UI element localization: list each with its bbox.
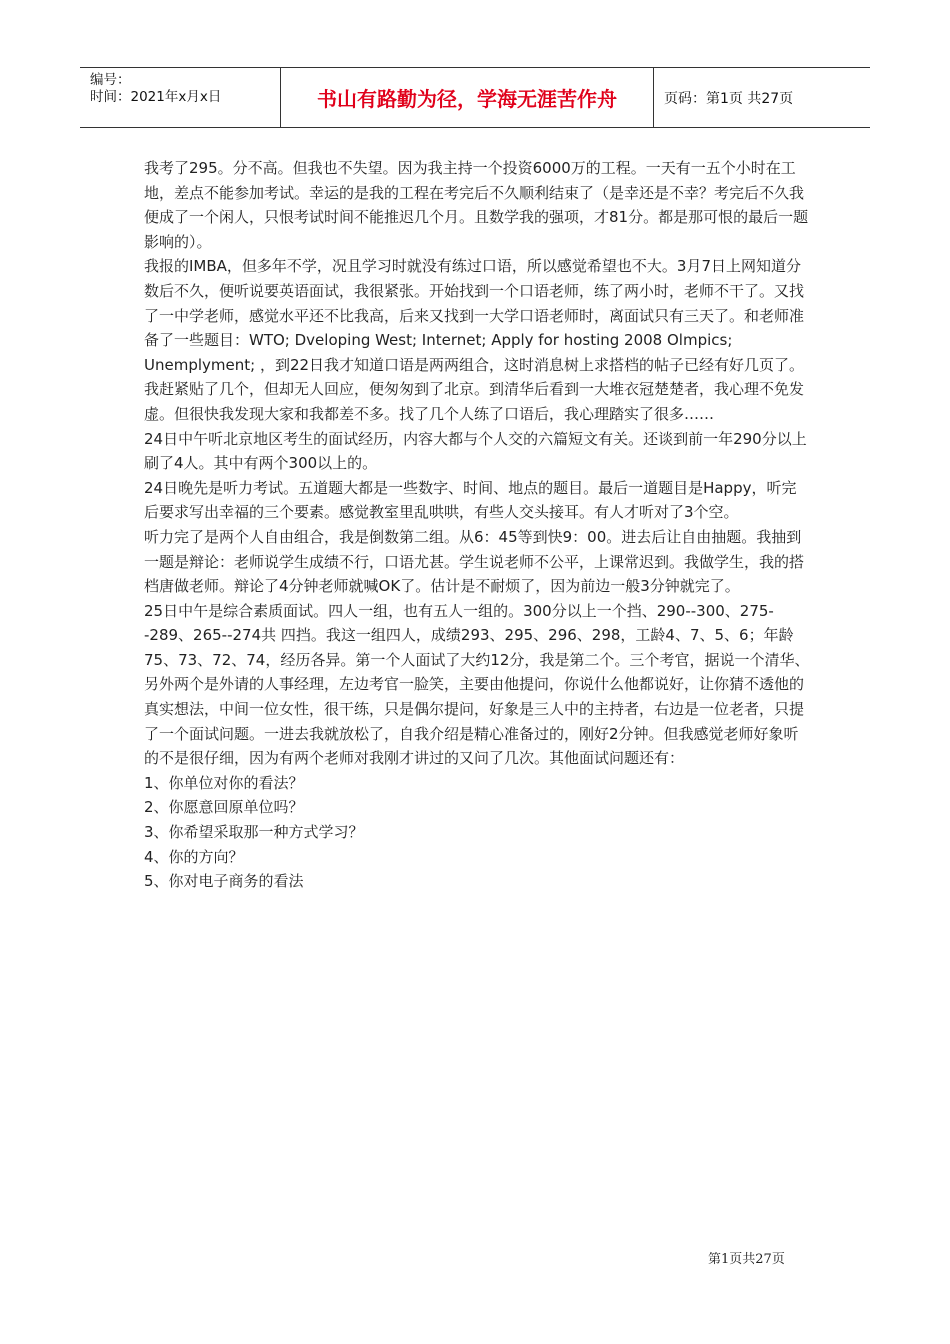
page-header xyxy=(80,67,870,128)
list-item: 1、你单位对你的看法？ xyxy=(144,773,304,792)
paragraph: 24日中午听北京地区考生的面试经历，内容大都与个人交的六篇短文有关。还谈到前一年290分以上刷了4人。其中有两个300以上的。 xyxy=(144,429,807,473)
document-number-label: 编号： xyxy=(90,72,131,88)
list-item: 3、你希望采取那一种方式学习？ xyxy=(144,823,364,842)
page-footer: 第1页共27页 xyxy=(708,1252,785,1267)
header-meta xyxy=(80,68,281,127)
paragraph: 我报的IMBA，但多年不学，况且学习时就没有练过口语，所以感觉希望也不大。3月7日上网知道分数后不久，便听说要英语面试，我很紧张。开始找到一个口语老师，练了两小时，老师不干了。又找了一中学老师，感觉水平还不比我高，后来又找到一大学口语老师时，离面试只有三天了。和老师准备了一些题目：WTO; Dveloping West; Internet; Apply for hosting 2008 Olmpics; Unemplyment; ，到22日我才知道口语是两两组合，这时消息树上求搭档的帖子已经有好几页了。我赶紧贴了几个，但却无人回应，便匆匆到了北京。到清华后看到一大堆衣冠楚楚者，我心理不免发虚。但很快我发现大家和我都差不多。找了几个人练了口语后，我心理踏实了很多…… xyxy=(144,257,805,423)
document-body xyxy=(144,156,810,894)
header-page-info: 页码：第1页 共27页 xyxy=(664,90,794,107)
list-item: 4、你的方向？ xyxy=(144,847,244,866)
document-date: 时间：2021年x月x日 xyxy=(90,89,222,105)
paragraph: 我考了295。分不高。但我也不失望。因为我主持一个投资6000万的工程。一天有一五个小时在工地，差点不能参加考试。幸运的是我的工程在考完后不久顺利结束了（是幸还是不幸？考完后不久我便成了一个闲人，只恨考试时间不能推迟几个月。且数学我的强项，才81分。都是那可恨的最后一题影响的）。 xyxy=(144,159,809,251)
paragraph: 25日中午是综合素质面试。四人一组，也有五人一组的。300分以上一个挡、290--300、275--289、265--274共 四挡。我这一组四人，成绩293、295、296、298，工龄4、7、5、6；年龄75、73、72、74，经历各异。第一个人面试了大约12分，我是第二个。三个考官，据说一个清华、另外两个是外请的人事经理，左边考官一脸笑，主要由他提问，你说什么他都说好，让你猜不透他的真实想法，中间一位女性，很干练，只是偶尔提问，好象是三人中的主持者，右边是一位老者，只提了一个面试问题。一进去我就放松了，自我介绍是精心准备过的，刚好2分钟。但我感觉老师好象听的不是很仔细，因为有两个老师对我刚才讲过的又问了几次。其他面试问题还有： xyxy=(144,601,810,768)
paragraph: 24日晚先是听力考试。五道题大都是一些数字、时间、地点的题目。最后一道题目是Happy，听完后要求写出幸福的三个要素。感觉教室里乱哄哄，有些人交头接耳。有人才听对了3个空。 xyxy=(144,478,797,522)
list-item: 2、你愿意回原单位吗？ xyxy=(144,798,304,817)
list-item: 5、你对电子商务的看法 xyxy=(144,872,304,891)
header-motto: 书山有路勤为径，学海无涯苦作舟 xyxy=(281,68,654,127)
paragraph: 听力完了是两个人自由组合，我是倒数第二组。从6：45等到快9：00。进去后让自由抽题。我抽到一题是辩论：老师说学生成绩不行，口语尤甚。学生说老师不公平，上课常迟到。我做学生，我的搭档唐做老师。辩论了4分钟老师就喊OK了。估计是不耐烦了，因为前边一般3分钟就完了。 xyxy=(144,527,805,596)
